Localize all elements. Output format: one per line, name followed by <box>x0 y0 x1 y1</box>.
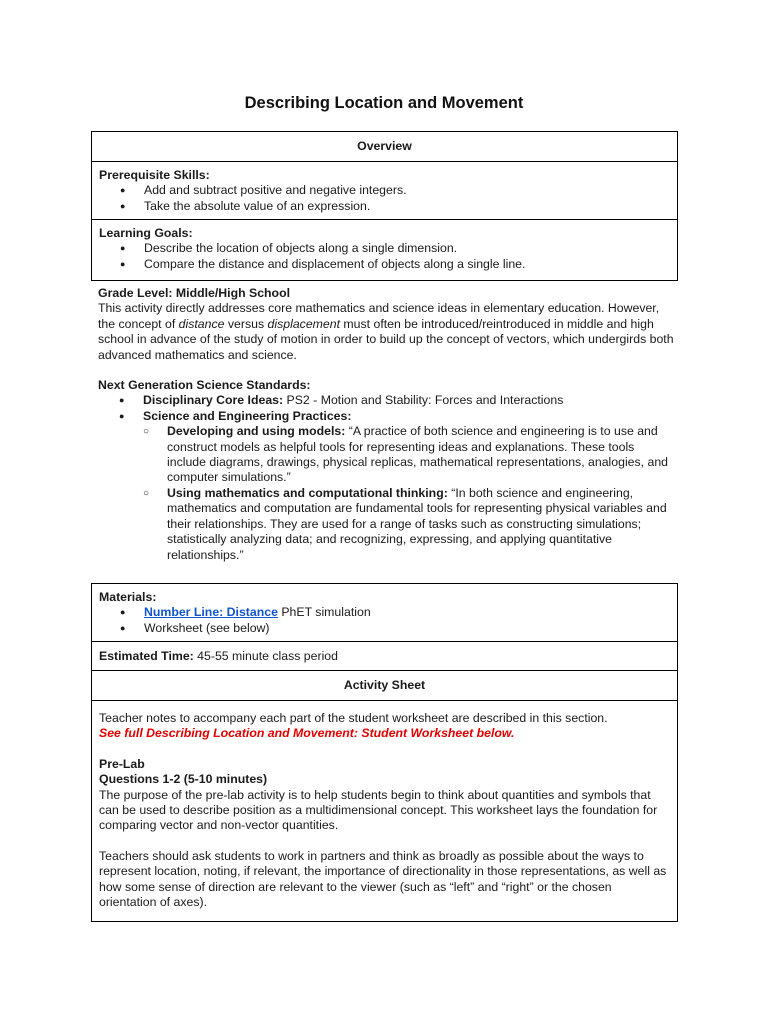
models-text: “A practice of both science and engineering is to use and construct models as helpful tools for representing ideas and explanations. These tools include diagrams, drawings, physical replicas, mathematical representations, analogies, and computer simulations.” <box>167 424 669 485</box>
prelab-paragraph-1: The purpose of the pre-lab activity is to help students begin to think about quantities and symbols that can be used to describe position as a multidimensional concept. This worksheet lays the foundation for comparing vector and non-vector quantities. <box>99 787 658 833</box>
list-item <box>119 393 676 408</box>
list-item: ● Add and subtract positive and negative integers. <box>120 183 670 198</box>
link-suffix: PhET simulation <box>277 605 371 620</box>
estimated-time-value: 45-55 minute class period <box>193 649 338 663</box>
text-span: versus <box>224 316 268 331</box>
text-span: This activity directly addresses core mathematics and science ideas in elementary education. However, the concept of <box>98 301 660 331</box>
math-text: “In both science and engineering, mathematics and computation are fundamental tools for representing physical variables and their relationships. They are used for a range of tasks such as constructing simulations; statistically analyzing data; and recognizing, expressing, and applying quantitative relationships.” <box>167 485 667 562</box>
materials-activity-table <box>91 583 678 922</box>
emphasis-distance: distance <box>178 316 225 331</box>
models-label: Developing and using models: <box>167 424 346 439</box>
grade-level-label: Grade Level: Middle/High School <box>98 286 290 300</box>
prelab-heading: Pre-Lab <box>99 756 145 771</box>
prerequisite-skills-label: Prerequisite Skills: <box>99 168 210 182</box>
prerequisite-skills-section <box>92 162 677 220</box>
list-item: ● Worksheet (see below) <box>120 621 670 636</box>
activity-sheet-header: Activity Sheet <box>92 671 677 701</box>
list-item: ● Describe the location of objects along a single dimension. <box>120 241 670 256</box>
worksheet-reference-note: See full Describing Location and Movement: Student Worksheet below. <box>99 726 515 741</box>
document-title: Describing Location and Movement <box>244 94 524 112</box>
practices-list <box>98 424 676 563</box>
dci-text: PS2 - Motion and Stability: Forces and Interactions <box>283 393 564 408</box>
list-item <box>120 605 670 620</box>
list-item <box>119 409 676 424</box>
learning-goals-list <box>99 241 670 272</box>
materials-section <box>92 584 677 642</box>
questions-heading: Questions 1-2 (5-10 minutes) <box>99 772 268 787</box>
materials-list <box>99 605 670 636</box>
math-label: Using mathematics and computational thinking: <box>167 485 448 500</box>
phet-simulation-link[interactable]: Number Line: Distance <box>144 605 278 620</box>
ngss-label: Next Generation Science Standards: <box>98 378 311 393</box>
list-item: ● Take the absolute value of an expression. <box>120 199 670 214</box>
overview-table <box>91 131 678 281</box>
teacher-notes-intro: Teacher notes to accompany each part of the student worksheet are described in this section. <box>99 711 608 725</box>
ngss-list <box>98 393 676 424</box>
prelab-paragraph-2: Teachers should ask students to work in partners and think as broadly as possible about the ways to represent location, noting, if relevant, the importance of directionality in those representations, as well as how some sense of direction are relevant to the viewer (such as “left” and “right” or the chosen orientation of axes). <box>99 848 667 910</box>
grade-level-description <box>98 301 676 363</box>
list-item <box>143 424 676 486</box>
overview-header: Overview <box>92 132 677 162</box>
estimated-time-row <box>92 642 677 671</box>
dci-label: Disciplinary Core Ideas: <box>143 393 284 408</box>
learning-goals-section <box>92 220 677 272</box>
emphasis-displacement: displacement <box>267 316 341 331</box>
prerequisite-skills-list <box>99 183 670 214</box>
grade-level-section <box>98 286 676 563</box>
estimated-time-label: Estimated Time: <box>99 649 194 663</box>
list-item: ● Compare the distance and displacement of objects along a single line. <box>120 257 670 272</box>
sep-label: Science and Engineering Practices: <box>143 408 352 423</box>
learning-goals-label: Learning Goals: <box>99 226 193 240</box>
text-span: must often be introduced/reintroduced in middle and high school in advance of the study of motion in order to build up the concept of vectors, which undergirds both advanced mathematics and science. <box>98 316 674 362</box>
list-item <box>143 486 676 563</box>
materials-label: Materials: <box>99 590 157 604</box>
activity-sheet-content <box>92 701 677 910</box>
